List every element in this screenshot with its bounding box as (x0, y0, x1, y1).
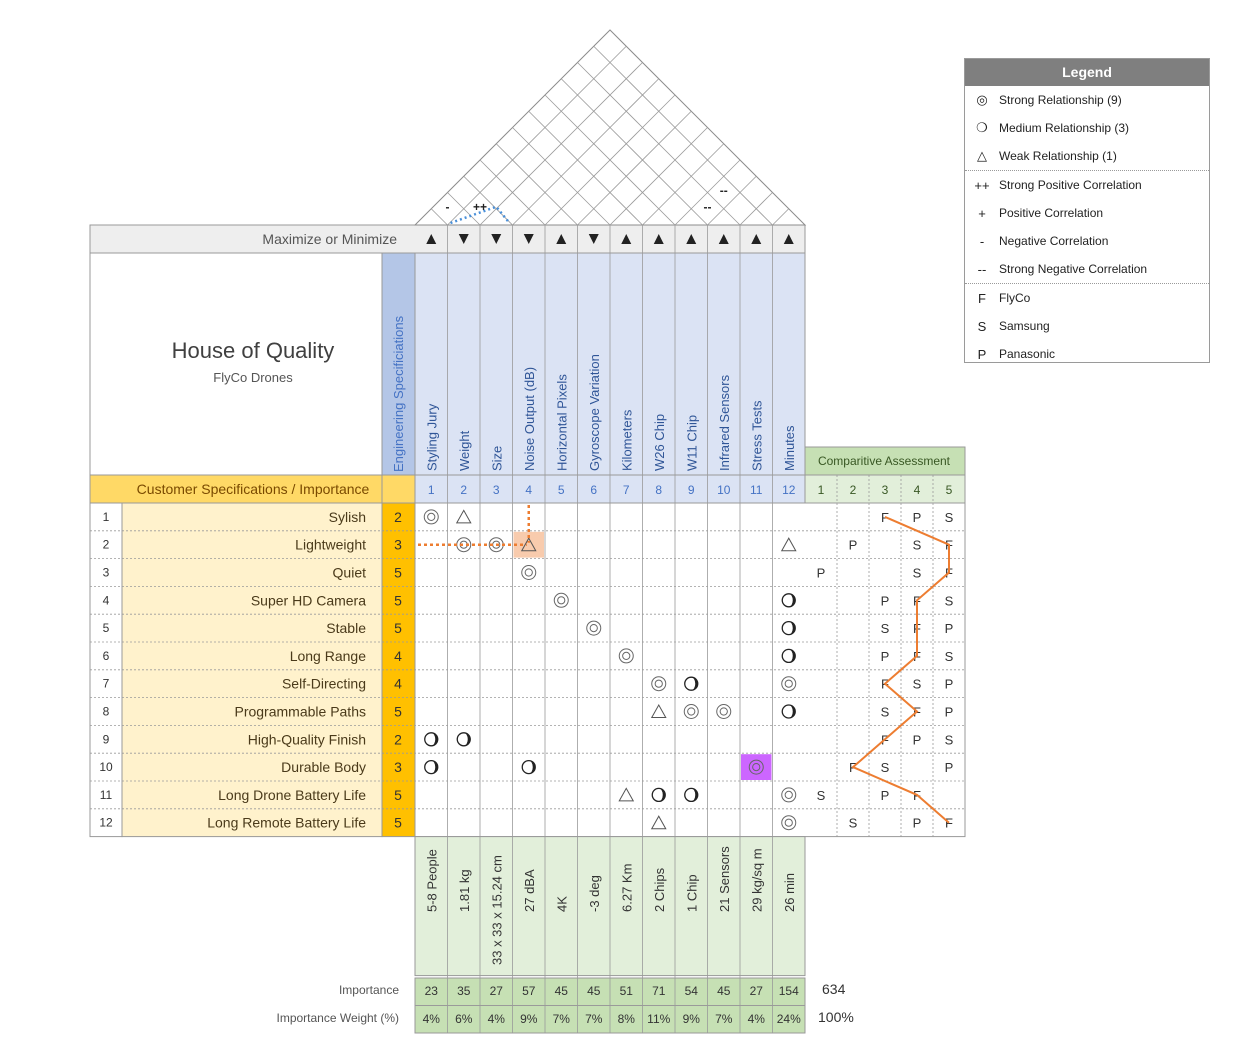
comparative-rating-mark: S (944, 648, 954, 664)
comparative-rating-mark: P (944, 704, 954, 720)
engineering-importance: 45 (717, 984, 731, 998)
comparative-rating-mark: F (849, 760, 857, 776)
customer-row-number: 11 (99, 787, 113, 802)
engineering-column-name: Horizontal Pixels (554, 374, 570, 471)
engineering-target-value: 2 Chips (651, 867, 667, 912)
engineering-target-value: 5-8 People (424, 849, 440, 912)
engineering-column-number: 7 (622, 483, 630, 497)
comparative-header: Comparitive Assessment (817, 454, 951, 468)
legend-item-medium-relationship (965, 114, 1209, 142)
engineering-column-name: W26 Chip (651, 413, 667, 471)
comparative-rating-mark: P (944, 760, 954, 776)
comparative-column-number: 1 (817, 483, 825, 497)
comparative-rating-mark: S (880, 760, 890, 776)
engineering-column-name: Gyroscope Variation (586, 354, 602, 471)
engineering-target-value: 26 min (781, 872, 797, 912)
comparative-rating-mark: F (945, 565, 953, 581)
engineering-column-name: Size (489, 445, 505, 471)
engineering-importance-weight: 4% (422, 1012, 440, 1026)
customer-row-number: 1 (102, 509, 110, 524)
customer-importance: 5 (394, 564, 402, 581)
layer-roof (415, 30, 805, 225)
importance-header-bg (382, 475, 415, 503)
comparative-rating-mark: F (945, 815, 953, 831)
legend-item-positive (965, 199, 1209, 227)
legend-item-weak-relationship (965, 142, 1209, 170)
customer-importance: 5 (394, 786, 402, 803)
comparative-rating-mark: P (944, 621, 954, 637)
comparative-rating-mark: F (881, 732, 889, 748)
engineering-importance: 45 (587, 984, 601, 998)
comparative-rating-mark: P (912, 815, 922, 831)
hoq-title: House of Quality (171, 338, 335, 363)
engineering-importance-weight: 11% (647, 1012, 671, 1026)
engineering-importance-weight: 7% (552, 1012, 570, 1026)
customer-row-number: 8 (102, 704, 110, 719)
legend-item-strong-negative (965, 255, 1209, 283)
legend-item-label: Medium Relationship (3) (999, 121, 1130, 135)
comparative-rating-mark: S (912, 565, 922, 581)
comparative-rating-mark: F (913, 787, 921, 803)
customer-row-number: 4 (102, 593, 110, 608)
engineering-column-number: 10 (717, 483, 731, 497)
strong-relationship-icon: ◎ (976, 92, 988, 107)
legend-item-panasonic (965, 340, 1209, 368)
engineering-column-name: Stress Tests (749, 400, 765, 471)
comparative-rating-mark: F (913, 621, 921, 637)
importance-weight-total: 100% (818, 1009, 854, 1025)
customer-requirement-name: Sylish (328, 508, 366, 525)
roof-correlation-mark: - (445, 199, 450, 214)
engineering-column-number: 4 (525, 483, 533, 497)
engineering-importance: 45 (554, 984, 568, 998)
engineering-importance-weight: 8% (617, 1012, 635, 1026)
customer-requirement-name: Super HD Camera (250, 592, 366, 609)
comparative-column-number: 3 (881, 483, 889, 497)
engineering-target-value: 1 Chip (684, 874, 700, 912)
customer-row-number: 10 (99, 760, 113, 775)
engineering-importance-weight: 4% (487, 1012, 505, 1026)
engineering-column-number: 3 (492, 483, 500, 497)
highlight-cell-stress-durable (741, 754, 772, 780)
importance-weight-label: Importance Weight (%) (276, 1011, 399, 1025)
comparative-rating-mark: P (880, 593, 890, 609)
customer-requirement-name: Quiet (332, 564, 366, 581)
legend-item-label: Positive Correlation (999, 206, 1104, 220)
legend-title: Legend (965, 59, 1209, 86)
comparative-column-number: 5 (945, 483, 953, 497)
customer-importance: 2 (394, 731, 402, 748)
legend-panel (964, 58, 1210, 363)
engineering-importance: 27 (749, 984, 763, 998)
customer-requirement-name: Long Drone Battery Life (218, 786, 366, 803)
engineering-importance-weight: 6% (455, 1012, 473, 1026)
customer-requirement-name: Long Range (289, 647, 366, 664)
comparative-rating-mark: P (848, 537, 858, 553)
panasonic-marker-icon: P (977, 346, 987, 362)
engineering-target-value: 1.81 kg (456, 869, 472, 912)
legend-item-flyco (965, 283, 1209, 312)
comparative-rating-mark: P (944, 676, 954, 692)
engineering-column-number: 11 (750, 483, 763, 497)
comparative-rating-mark: S (880, 621, 890, 637)
comparative-rating-mark: F (913, 704, 921, 720)
engineering-importance-weight: 24% (776, 1012, 801, 1026)
strong-negative-icon: -- (977, 261, 987, 277)
comparative-rating-mark: F (945, 537, 953, 553)
customer-requirement-name: Long Remote Battery Life (207, 814, 366, 831)
comparative-rating-mark: S (944, 732, 954, 748)
customer-requirement-name: Stable (326, 620, 366, 637)
comparative-rating-mark: F (913, 593, 921, 609)
engineering-target-value: 4K (554, 896, 570, 912)
comparative-rating-mark: P (880, 648, 890, 664)
comparative-rating-mark: P (816, 565, 826, 581)
customer-spec-header: Customer Specifications / Importance (136, 481, 370, 497)
engineering-column-name: Styling Jury (424, 403, 440, 471)
importance-label: Importance (338, 983, 399, 997)
legend-item-label: Strong Positive Correlation (999, 178, 1142, 192)
engineering-importance-weight: 9% (682, 1012, 700, 1026)
engineering-importance: 51 (619, 984, 633, 998)
legend-item-samsung (965, 312, 1209, 340)
comparative-rating-mark: S (912, 537, 922, 553)
legend-item-label: Weak Relationship (1) (999, 149, 1117, 163)
comparative-rating-mark: S (848, 815, 858, 831)
positive-icon: + (978, 205, 986, 221)
legend-item-label: FlyCo (999, 291, 1031, 305)
customer-requirement-name: Programmable Paths (234, 703, 366, 720)
title-box (90, 253, 382, 475)
hoq-subtitle: FlyCo Drones (213, 370, 293, 385)
customer-requirement-name: High-Quality Finish (247, 731, 366, 748)
engineering-column-number: 5 (557, 483, 565, 497)
comparative-rating-mark: P (912, 509, 922, 525)
legend-item-label: Negative Correlation (999, 234, 1109, 248)
engineering-spec-header: Engineering Specificiations (391, 315, 406, 472)
engineering-target-value: -3 deg (586, 875, 602, 912)
customer-importance: 3 (394, 536, 402, 553)
comparative-rating-mark: P (912, 732, 922, 748)
engineering-importance: 57 (522, 984, 536, 998)
customer-importance: 5 (394, 620, 402, 637)
customer-importance: 4 (394, 675, 402, 692)
legend-item-strong-positive (965, 170, 1209, 199)
engineering-importance-weight: 9% (520, 1012, 538, 1026)
engineering-column-name: W11 Chip (684, 414, 700, 471)
customer-importance: 3 (394, 759, 402, 776)
customer-importance: 5 (394, 703, 402, 720)
engineering-target-value: 27 dBA (521, 869, 537, 912)
customer-requirement-name: Self-Directing (281, 675, 366, 692)
legend-item-label: Strong Relationship (9) (999, 93, 1122, 107)
medium-relationship-icon: ❍ (976, 120, 988, 135)
negative-icon: - (979, 233, 985, 249)
legend-item-label: Samsung (999, 319, 1050, 333)
comparative-rating-mark: S (880, 704, 890, 720)
engineering-target-value: 6.27 Km (619, 863, 635, 912)
engineering-column-name: Noise Output (dB) (521, 366, 537, 471)
customer-row-number: 7 (102, 676, 110, 691)
legend-item-label: Panasonic (999, 347, 1056, 361)
customer-importance: 5 (394, 814, 402, 831)
engineering-column-number: 2 (460, 483, 468, 497)
engineering-importance-weight: 4% (747, 1012, 765, 1026)
engineering-importance: 23 (424, 984, 438, 998)
engineering-importance-weight: 7% (715, 1012, 733, 1026)
engineering-column-name: Weight (456, 430, 472, 471)
engineering-column-number: 6 (590, 483, 598, 497)
customer-importance: 2 (394, 508, 402, 525)
engineering-target-value: 33 x 33 x 15.24 cm (489, 855, 505, 965)
engineering-importance: 71 (652, 984, 666, 998)
engineering-importance: 54 (684, 984, 698, 998)
comparative-column-number: 4 (913, 483, 921, 497)
customer-requirement-name: Lightweight (295, 536, 366, 553)
engineering-target-value: 21 Sensors (716, 846, 732, 912)
engineering-importance: 27 (489, 984, 503, 998)
engineering-importance-weight: 7% (585, 1012, 603, 1026)
importance-total: 634 (822, 981, 846, 997)
customer-row-number: 5 (102, 621, 110, 636)
engineering-importance: 35 (457, 984, 471, 998)
flyco-marker-icon: F (978, 290, 986, 306)
legend-item-negative (965, 227, 1209, 255)
engineering-column-number: 1 (427, 483, 435, 497)
comparative-rating-mark: F (913, 648, 921, 664)
comparative-rating-mark: F (881, 676, 889, 692)
customer-requirement-name: Durable Body (281, 759, 366, 776)
engineering-column-name: Minutes (781, 425, 797, 471)
direction-row-label: Maximize or Minimize (262, 231, 397, 247)
comparative-rating-mark: S (912, 676, 922, 692)
samsung-marker-icon: S (977, 318, 987, 334)
legend-item-label: Strong Negative Correlation (999, 262, 1148, 276)
legend-item-strong-relationship (965, 86, 1209, 114)
customer-importance: 5 (394, 592, 402, 609)
comparative-rating-mark: S (816, 787, 826, 803)
customer-row-number: 9 (102, 732, 110, 747)
customer-row-number: 2 (102, 537, 110, 552)
customer-row-number: 3 (102, 565, 110, 580)
comparative-column-number: 2 (849, 483, 857, 497)
strong-positive-icon: ++ (974, 177, 990, 193)
engineering-column-number: 8 (655, 483, 663, 497)
roof-correlation-mark: ++ (472, 199, 488, 214)
customer-row-number: 6 (102, 648, 110, 663)
engineering-importance: 154 (778, 984, 799, 998)
customer-importance: 4 (394, 647, 402, 664)
engineering-column-number: 9 (687, 483, 695, 497)
customer-row-number: 12 (99, 815, 113, 830)
comparative-rating-mark: F (881, 509, 889, 525)
comparative-rating-mark: S (944, 593, 954, 609)
engineering-column-name: Kilometers (619, 409, 635, 471)
roof-correlation-mark: -- (719, 183, 728, 198)
engineering-column-name: Infrared Sensors (716, 374, 732, 471)
comparative-rating-mark: S (944, 509, 954, 525)
weak-relationship-icon: △ (977, 148, 987, 163)
engineering-column-number: 12 (782, 483, 796, 497)
roof-correlation-mark: -- (703, 199, 712, 214)
engineering-target-value: 29 kg/sq m (749, 848, 765, 912)
comparative-rating-mark: P (880, 787, 890, 803)
